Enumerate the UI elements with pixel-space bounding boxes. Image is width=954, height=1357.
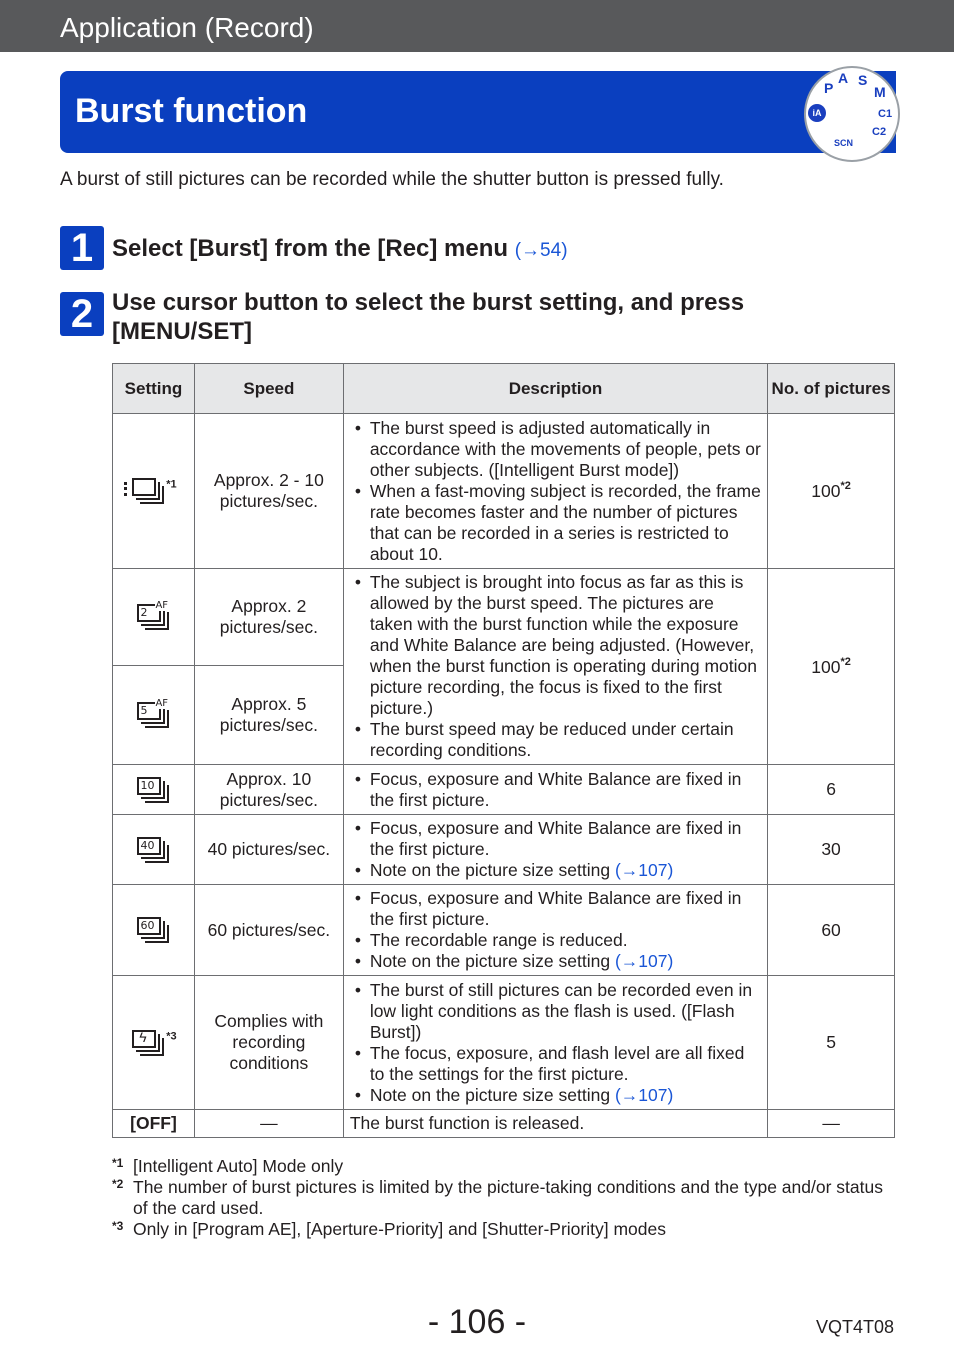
- dial-p: P: [824, 80, 834, 96]
- desc-item: • Note on the picture size setting (→107): [350, 951, 761, 972]
- note-mark: *3: [166, 1030, 177, 1043]
- header-speed: Speed: [194, 364, 343, 414]
- pictures-cell: [768, 569, 895, 765]
- speed-cell: —: [194, 1110, 343, 1138]
- table-row: [113, 414, 895, 569]
- dial-s: S: [858, 72, 868, 88]
- burst-settings-table: [112, 363, 895, 1138]
- desc-item: • The burst speed is adjusted automatically in accordance with the movements of people, pets or other subjects. ([Intelligent Burst mode]): [350, 418, 761, 481]
- step-1-link[interactable]: (→54): [514, 240, 568, 261]
- table-header-row: [113, 364, 895, 414]
- table-row: [113, 885, 895, 976]
- desc-item: • The burst of still pictures can be recorded even in low light conditions as the flash is used. ([Flash Burst]): [350, 980, 761, 1043]
- step-1-badge: 1: [60, 226, 104, 270]
- description-cell: The burst function is released.: [343, 1110, 767, 1138]
- pictures-value: 100: [811, 481, 841, 501]
- dial-scn: SCN: [834, 138, 854, 148]
- table-row: [113, 569, 895, 666]
- desc-item: • Focus, exposure and White Balance are fixed in the first picture.: [350, 769, 761, 811]
- dial-a: A: [838, 70, 849, 86]
- setting-cell: [113, 815, 195, 885]
- desc-item: • Focus, exposure and White Balance are fixed in the first picture.: [350, 888, 761, 930]
- page-title: Burst function: [75, 92, 308, 130]
- footnote: *3 Only in [Program AE], [Aperture-Priority] and [Shutter-Priority] modes: [112, 1219, 666, 1239]
- pictures-cell: 60: [768, 885, 895, 976]
- setting-cell: [113, 765, 195, 815]
- speed-cell: Approx. 10 pictures/sec.: [194, 765, 343, 815]
- intro-text: A burst of still pictures can be recorded while the shutter button is pressed fully.: [60, 169, 724, 190]
- description-cell: [343, 569, 767, 765]
- setting-cell: [OFF]: [113, 1110, 195, 1138]
- desc-item: • The recordable range is reduced.: [350, 930, 761, 951]
- desc-item: • Note on the picture size setting (→107): [350, 860, 761, 881]
- description-cell: [343, 765, 767, 815]
- description-cell: [343, 885, 767, 976]
- page-link[interactable]: (→107): [614, 1084, 674, 1105]
- speed-cell: Approx. 2 - 10 pictures/sec.: [194, 414, 343, 569]
- table-row: [113, 976, 895, 1110]
- dial-c2: C2: [872, 126, 887, 138]
- speed-cell: 60 pictures/sec.: [194, 885, 343, 976]
- speed-cell: Complies with recording conditions: [194, 976, 343, 1110]
- footnote: *2 The number of burst pictures is limited by the picture-taking conditions and the type and/or status of the card used.: [112, 1177, 883, 1218]
- table-row: [113, 1110, 895, 1138]
- note-mark: *2: [840, 480, 851, 492]
- note-mark: *1: [166, 478, 177, 491]
- description-cell: [343, 815, 767, 885]
- burst-10-icon: 10: [135, 775, 171, 805]
- setting-cell: [113, 414, 195, 569]
- step-2-badge: 2: [60, 292, 104, 336]
- desc-item: • Note on the picture size setting (→107): [350, 1085, 761, 1106]
- pictures-cell: 6: [768, 765, 895, 815]
- desc-item: • When a fast-moving subject is recorded, the frame rate becomes faster and the number of pictures that can be recorded in a series is restricted to about 10.: [350, 481, 761, 565]
- setting-cell: [113, 666, 195, 765]
- section-title: Application (Record): [60, 12, 314, 43]
- footnotes: [112, 1156, 902, 1240]
- desc-item: • The subject is brought into focus as far as this is allowed by the burst speed. The pictures are taken with the burst function while the exposure and White Balance are being adjusted. (However, when the burst function is operating during motion picture recording, the focus is fixed to the first picture.): [350, 572, 761, 719]
- table-row: [113, 815, 895, 885]
- step-1-label: Select [Burst] from the [Rec] menu: [112, 235, 509, 262]
- header-pictures: No. of pictures: [768, 364, 895, 414]
- header-setting: Setting: [113, 364, 195, 414]
- dial-m: M: [874, 84, 886, 100]
- pictures-cell: [768, 414, 895, 569]
- burst-40-icon: 40: [135, 835, 171, 865]
- desc-item: • Focus, exposure and White Balance are fixed in the first picture.: [350, 818, 761, 860]
- desc-item: • The burst speed may be reduced under certain recording conditions.: [350, 719, 761, 761]
- setting-cell: [113, 976, 195, 1110]
- footnote: *1 [Intelligent Auto] Mode only: [112, 1156, 344, 1176]
- note-mark: *2: [840, 655, 851, 668]
- speed-cell: 40 pictures/sec.: [194, 815, 343, 885]
- page-link[interactable]: (→107): [614, 860, 674, 880]
- page-number: - 106 -: [427, 1303, 527, 1341]
- setting-cell: [113, 569, 195, 666]
- mode-dial-icon: [804, 66, 900, 162]
- step-2-text: Use cursor button to select the burst setting, and press [MENU/SET]: [112, 289, 745, 345]
- burst-60-icon: 60: [135, 915, 171, 945]
- header-description: Description: [343, 364, 767, 414]
- pictures-value: 100: [811, 656, 841, 677]
- step-1-text: [112, 234, 568, 265]
- dial-c1: C1: [878, 108, 893, 120]
- pictures-cell: —: [768, 1110, 895, 1138]
- pictures-cell: 5: [768, 976, 895, 1110]
- burst-auto-icon: [130, 476, 166, 506]
- desc-item: • The focus, exposure, and flash level are all fixed to the settings for the first picture.: [350, 1043, 761, 1085]
- dial-ia: iA: [808, 104, 826, 122]
- setting-cell: [113, 885, 195, 976]
- speed-cell: Approx. 2 pictures/sec.: [194, 569, 343, 666]
- burst-2af-icon: 2 AF: [135, 602, 171, 632]
- speed-cell: Approx. 5 pictures/sec.: [194, 666, 343, 765]
- table-row: [113, 765, 895, 815]
- page-link[interactable]: (→107): [614, 951, 674, 971]
- description-cell: [343, 414, 767, 569]
- burst-5af-icon: 5 AF: [135, 700, 171, 730]
- document-code: VQT4T08: [815, 1317, 894, 1337]
- pictures-cell: 30: [768, 815, 895, 885]
- description-cell: [343, 976, 767, 1110]
- flash-burst-icon: ϟ: [130, 1028, 166, 1058]
